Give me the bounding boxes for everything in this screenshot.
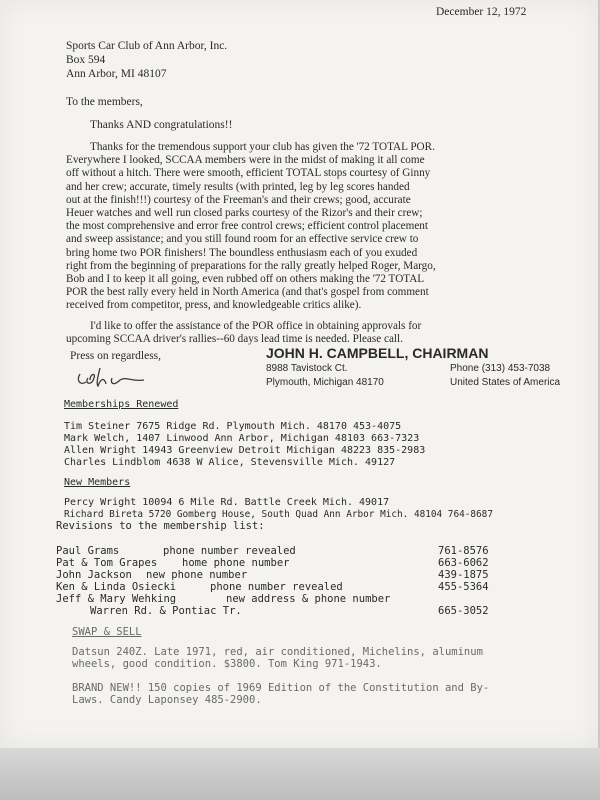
letterhead-street: 8988 Tavistock Ct. — [266, 363, 348, 374]
new-members-heading: New Members — [64, 477, 131, 488]
closing: Press on regardless, — [70, 350, 162, 362]
member-row: Tim Steiner 7675 Ridge Rd. Plymouth Mich. 48170 453-4075 — [64, 421, 402, 432]
ad-line: Laws. Candy Laponsey 485-2900. — [72, 694, 262, 706]
offer-line: upcoming SCCAA driver's rallies--60 days lead time is needed. Please call. — [66, 333, 403, 346]
member-row: Allen Wright 14943 Greenview Detroit Michigan 48223 835-2983 — [64, 445, 426, 456]
body-line: right from the beginning of preparations for the rally greatly helped Roger, Margo, — [66, 259, 436, 272]
ad-line: wheels, good condition. $3800. Tom King 971-1943. — [72, 658, 382, 670]
revision-name: Paul Grams — [56, 545, 120, 557]
letterhead-country: United States of America — [450, 377, 561, 388]
body-line: off without a hitch. There were smooth, efficient TOTAL stops courtesy of Ginny — [66, 167, 431, 180]
letter-body — [66, 141, 556, 313]
revision-note: phone number revealed — [210, 581, 343, 593]
letterhead-name: JOHN H. CAMPBELL, CHAIRMAN — [266, 345, 489, 361]
revision-phone: 761-8576 — [438, 545, 489, 557]
body-line: Thanks for the tremendous support your club has given the '72 TOTAL POR. — [90, 141, 435, 153]
body-line: received from competitor, press, and knowledgeable critics alike). — [66, 299, 362, 312]
revision-phone: 455-5364 — [438, 581, 489, 593]
signature — [74, 362, 174, 390]
member-row: Percy Wright 10094 6 Mile Rd. Battle Creek Mich. 49017 — [64, 497, 390, 508]
revision-note: new address & phone number — [226, 593, 391, 605]
letterhead-phone: Phone (313) 453-7038 — [450, 363, 551, 374]
memberships-renewed-heading: Memberships Renewed — [64, 399, 179, 410]
revision-address: Warren Rd. & Pontiac Tr. — [90, 605, 242, 617]
address-line: Ann Arbor, MI 48107 — [66, 68, 167, 80]
thanks-line: Thanks AND congratulations!! — [90, 119, 233, 131]
revision-name: Pat & Tom Grapes — [56, 557, 158, 569]
body-line: and sweep assistance; and you still found room for an effective service crew to — [66, 233, 419, 246]
revision-phone: 665-3052 — [438, 605, 489, 617]
member-row: Charles Lindblom 4638 W Alice, Stevensville Mich. 49127 — [64, 457, 396, 468]
body-line: and her crew; accurate, timely results (with printed, leg by leg scores handed — [66, 180, 410, 193]
letter-date: December 12, 1972 — [436, 6, 527, 18]
revision-note: new phone number — [146, 569, 248, 581]
body-line: the most comprehensive and error free control crews; efficient control placement — [66, 220, 428, 233]
ad-line: Datsun 240Z. Late 1971, red, air conditioned, Michelins, aluminum — [72, 646, 483, 658]
address-line: Sports Car Club of Ann Arbor, Inc. — [66, 40, 228, 52]
body-line: Heuer watches and well run closed parks courtesy of the Rizor's and their crew; — [66, 207, 423, 220]
revision-note: phone number revealed — [163, 545, 296, 557]
body-line: Bob and I to keep it all going, even rubbed off on others making the '72 TOTAL — [66, 273, 425, 286]
ad-line: BRAND NEW!! 150 copies of 1969 Edition of the Constitution and By- — [72, 682, 490, 694]
revision-name: John Jackson — [56, 569, 132, 581]
revision-phone: 663-6062 — [438, 557, 489, 569]
revision-note: home phone number — [182, 557, 290, 569]
body-line: out at the finish!!!) courtesy of the Freeman's and their crews; good, accurate — [66, 193, 411, 206]
swap-sell-heading: SWAP & SELL — [72, 626, 142, 638]
body-line: bring home two POR finishers! The boundless enthusiasm each of you exuded — [66, 246, 418, 259]
revisions-heading: Revisions to the membership list: — [56, 520, 265, 532]
offer-line: I'd like to offer the assistance of the POR office in obtaining approvals for — [90, 320, 422, 332]
revision-name: Ken & Linda Osiecki — [56, 581, 177, 593]
scan-background — [0, 748, 600, 800]
address-line: Box 594 — [66, 54, 106, 66]
offer-paragraph — [66, 320, 556, 346]
member-row: Richard Bireta 5720 Gomberg House, South Quad Ann Arbor Mich. 48104 764-8687 — [64, 509, 493, 520]
member-row: Mark Welch, 1407 Linwood Ann Arbor, Michigan 48103 663-7323 — [64, 433, 420, 444]
revision-name: Jeff & Mary Wehking — [56, 593, 177, 605]
body-line: POR the best rally every held in North America (and that's gospel from comment — [66, 286, 429, 299]
letterhead-city: Plymouth, Michigan 48170 — [266, 377, 384, 388]
body-line: Everywhere I looked, SCCAA members were in the midst of making it all come — [66, 154, 425, 167]
salutation: To the members, — [66, 96, 143, 108]
revision-phone: 439-1875 — [438, 569, 489, 581]
